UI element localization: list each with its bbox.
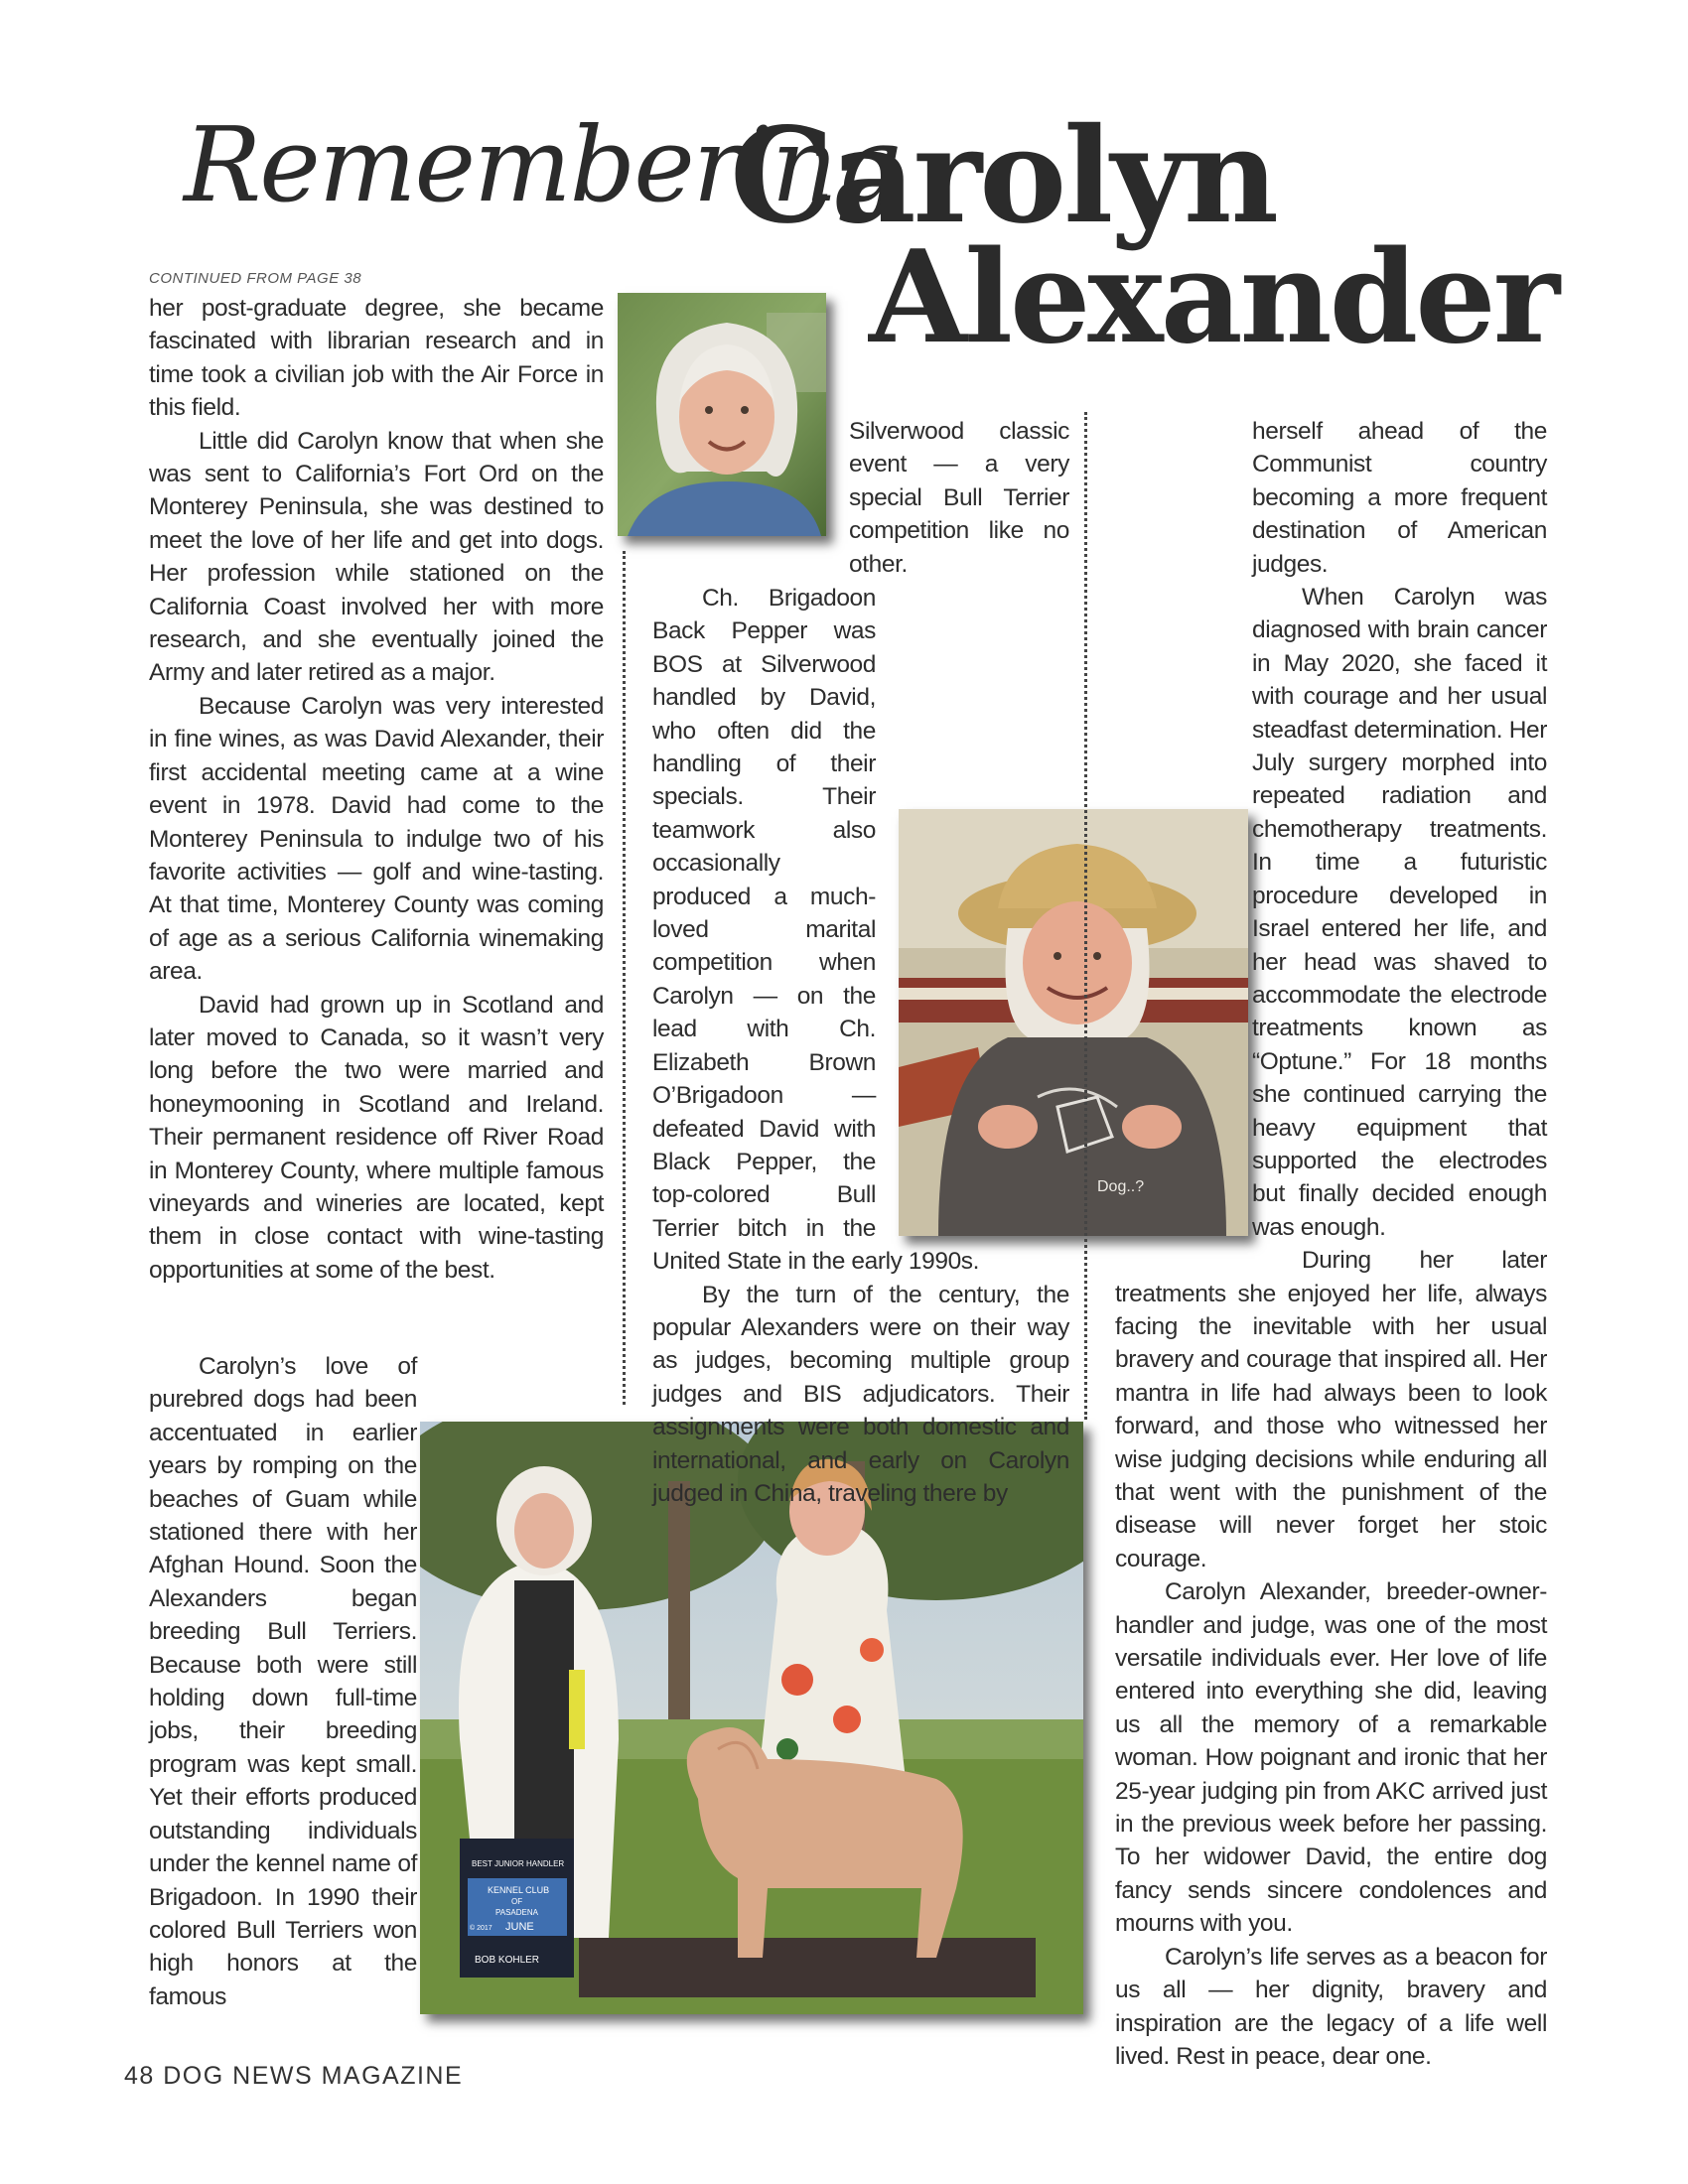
sign-line7: BOB KOHLER xyxy=(475,1955,540,1966)
sign-line1: BEST JUNIOR HANDLER xyxy=(472,1859,565,1868)
sign-line5: JUNE xyxy=(505,1921,534,1933)
col3-paragraph-4: Carolyn Alexander, breeder-owner-handler and judge, was one of the most versatile individuals ever. Her love of life entered into everything she did, leaving us all the memory of a remarkable woman. How poignant and ironic that her 25-year judging pin from AKC arrived just in the previous week before her passing. To her widower David, the entire dog fancy sends sincere condolences and mourns with you. xyxy=(1115,1578,1547,1938)
col3-paragraph-5: Carolyn’s life serves as a beacon for us all — her dignity, bravery and inspiration are the legacy of a life well lived. Rest in peace, dear one. xyxy=(1115,1943,1547,2070)
shirt-text: Dog..? xyxy=(1097,1178,1145,1195)
col1-paragraph-1: her post-graduate degree, she became fascinated with librarian research and in time took a civilian job with the Air Force in this field. xyxy=(149,295,604,422)
continued-note: CONTINUED FROM PAGE 38 xyxy=(149,270,362,287)
title-script: Remembering xyxy=(184,104,901,225)
col1-paragraph-3: Because Carolyn was very interested in fine wines, as was David Alexander, their first accidental meeting came at a wine event in 1978. David had come to the Monterey Peninsula to indulge two of his favorite activities — golf and wine-tasting. At that time, Monterey County was coming of age as a serious California winemaking area. xyxy=(149,692,604,986)
column-3 xyxy=(1115,415,1547,2073)
col2-paragraph-1: Silverwood classic event — a very special Bull Terrier competition like no other. xyxy=(849,418,1069,578)
col3-paragraph-1: herself ahead of the Communist country becoming a more frequent destination of American judges. xyxy=(1252,418,1547,578)
title-carolyn: Carolyn xyxy=(730,99,1276,253)
column-1 xyxy=(149,292,604,1287)
col1-paragraph-4: David had grown up in Scotland and later moved to Canada, so it wasn’t very long before the two were married and honeymooning in Scotland and Ireland. Their permanent residence off River Road in Monterey County, where multiple famous vineyards and wineries are located, kept them in close contact with wine-tasting opportunities at some of the best. xyxy=(149,991,604,1284)
column-2-top xyxy=(849,415,1069,581)
sign-line3: OF xyxy=(511,1897,523,1906)
col1-paragraph-5: Carolyn’s love of purebred dogs had been accentuated in earlier years by romping on the beaches of Guam while stationed there with her Afghan Hound. Soon the Alexanders began breeding Bull Terriers. Because both were still holding down full-time jobs, their breeding program was kept small. Yet their efforts produced outstanding individuals under the kennel name of Brigadoon. In 1990 their colored Bull Terriers won high honors at the famous xyxy=(149,1353,417,2010)
hat-photo-space-right xyxy=(1115,774,1252,1256)
dog-show-photo xyxy=(420,1422,1083,2014)
sign-line6: © 2017 xyxy=(470,1925,492,1932)
sign-line2: KENNEL CLUB xyxy=(488,1885,550,1895)
show-sign xyxy=(460,1839,574,1978)
col1-paragraph-2: Little did Carolyn know that when she was sent to California’s Fort Ord on the Monterey Peninsula, she was destined to meet the love of her life and get into dogs. Her profession while stationed on the California Coast involved her with more research, and she eventually joined the Army and later retired as a major. xyxy=(149,427,604,687)
column-divider-left xyxy=(623,551,626,1405)
column-2 xyxy=(652,582,1069,1510)
sign-line4: PASADENA xyxy=(495,1908,538,1917)
column-divider-right xyxy=(1084,412,1087,1420)
col2-paragraph-2: Ch. Brigadoon Back Pepper was BOS at Silverwood handled by David, who often did the handling of their specials. Their teamwork also occasionally produced a much-loved marital competition when Carolyn — on the lead with Ch. Elizabeth Brown O’Brigadoon — defeated David with Black Pepper, the top-colored Bull Terrier bitch in the United State in the early 1990s. xyxy=(652,585,980,1276)
title-alexander: Alexander xyxy=(869,223,1558,372)
column-1-lower xyxy=(149,1350,417,2013)
hat-photo-space xyxy=(876,778,1069,1215)
portrait-photo xyxy=(618,293,826,536)
col3-paragraph-2: When Carolyn was diagnosed with brain cancer in May 2020, she faced it with courage and her usual steadfast determination. Her July surgery morphed into repeated radiation and chemotherapy treatments. In time a futuristic procedure developed in Israel entered her life, and her head was shaved to accommodate the electrode treatments known as “Optune.” For 18 months she continued carrying the heavy equipment that supported the electrodes but finally decided enough was enough. xyxy=(1252,584,1547,1241)
col2-paragraph-3: By the turn of the century, the popular Alexanders were on their way as judges, becoming multiple group judges and BIS adjudicators. Their assignments were both domestic and international, and early on Carolyn judged in China, traveling there by xyxy=(652,1281,1069,1507)
page-footer: 48 DOG NEWS MAGAZINE xyxy=(124,2062,464,2090)
col3-paragraph-3: During her later treatments she enjoyed her life, always facing the inevitable with her usual bravery and courage that inspired all. Her mantra in life had always been to look forward, and those who witnessed her wise judging decisions while enduring all that went with the punishment of the disease will never forget her stoic courage. xyxy=(1115,1247,1547,1572)
